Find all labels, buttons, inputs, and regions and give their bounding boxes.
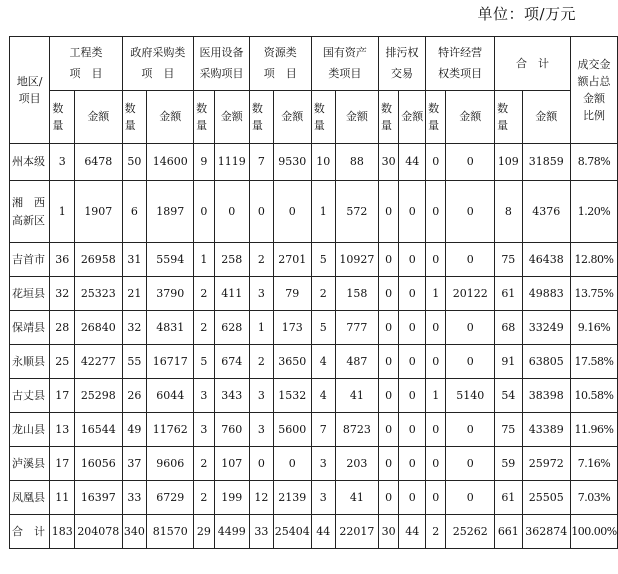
count-cell: 17 — [50, 379, 75, 413]
region-name-line: 龙山县 — [12, 422, 45, 436]
amount-cell: 16717 — [147, 345, 194, 379]
count-subheader-line: 量 — [428, 119, 440, 132]
count-cell: 54 — [495, 379, 522, 413]
group-header-line: 国有资产 — [322, 45, 367, 59]
amount-cell: 0 — [399, 345, 426, 379]
count-cell: 5 — [311, 243, 335, 277]
count-cell: 28 — [50, 311, 75, 345]
amount-cell: 0 — [399, 447, 426, 481]
amount-cell: 1532 — [273, 379, 311, 413]
region-cell — [10, 311, 50, 345]
table-row — [10, 379, 618, 413]
count-cell: 340 — [122, 515, 147, 549]
amount-cell: 25262 — [446, 515, 495, 549]
count-subheader-line: 量 — [124, 119, 136, 132]
group-header-line: 特许经营 — [438, 45, 483, 59]
count-cell: 3 — [194, 379, 214, 413]
count-subheader-line: 数 — [380, 101, 392, 115]
count-cell: 37 — [122, 447, 147, 481]
count-cell: 1 — [426, 277, 446, 311]
ratio-header-line: 成交金 — [577, 57, 611, 71]
amount-cell: 6729 — [147, 481, 194, 515]
amount-cell: 4831 — [147, 311, 194, 345]
group-header-total — [495, 37, 571, 91]
amount-cell: 38398 — [522, 379, 570, 413]
table-row — [10, 243, 618, 277]
count-cell: 3 — [311, 447, 335, 481]
group-header-line: 合 计 — [516, 56, 550, 70]
count-cell: 0 — [378, 277, 398, 311]
count-cell: 2 — [194, 447, 214, 481]
region-cell — [10, 447, 50, 481]
group-header-line: 类项目 — [328, 66, 362, 80]
table-row — [10, 311, 618, 345]
amount-cell: 158 — [335, 277, 378, 311]
count-cell: 0 — [378, 345, 398, 379]
amount-cell: 1897 — [147, 181, 194, 243]
count-cell: 0 — [378, 447, 398, 481]
amount-cell: 0 — [446, 144, 495, 181]
ratio-cell: 13.75% — [570, 277, 617, 311]
count-cell: 0 — [378, 481, 398, 515]
amount-cell: 3790 — [147, 277, 194, 311]
count-cell: 2 — [426, 515, 446, 549]
amount-cell: 199 — [214, 481, 249, 515]
amount-cell: 8723 — [335, 413, 378, 447]
amount-cell: 0 — [446, 345, 495, 379]
amount-cell: 63805 — [522, 345, 570, 379]
region-cell — [10, 413, 50, 447]
amount-subheader: 金额 — [214, 91, 249, 144]
count-cell: 5 — [311, 311, 335, 345]
amount-subheader: 金额 — [273, 91, 311, 144]
table-row — [10, 181, 618, 243]
table-row — [10, 413, 618, 447]
count-cell: 68 — [495, 311, 522, 345]
count-cell: 31 — [122, 243, 147, 277]
count-cell: 36 — [50, 243, 75, 277]
group-header-engineering — [50, 37, 122, 91]
count-cell: 0 — [249, 181, 273, 243]
count-subheader-line: 数 — [251, 101, 263, 115]
count-cell: 0 — [426, 481, 446, 515]
count-cell: 8 — [495, 181, 522, 243]
amount-cell: 88 — [335, 144, 378, 181]
table-row — [10, 144, 618, 181]
count-subheader-line: 量 — [196, 119, 208, 132]
count-cell: 3 — [50, 144, 75, 181]
count-cell: 1 — [50, 181, 75, 243]
count-cell: 0 — [426, 311, 446, 345]
count-cell: 91 — [495, 345, 522, 379]
amount-cell: 43389 — [522, 413, 570, 447]
region-header-line: 地区/ — [16, 74, 43, 88]
ratio-cell: 12.80% — [570, 243, 617, 277]
amount-cell: 203 — [335, 447, 378, 481]
amount-cell: 343 — [214, 379, 249, 413]
count-cell: 3 — [311, 481, 335, 515]
count-cell: 59 — [495, 447, 522, 481]
count-cell: 661 — [495, 515, 522, 549]
count-subheader — [426, 91, 446, 144]
amount-cell: 25298 — [75, 379, 123, 413]
count-cell: 2 — [194, 481, 214, 515]
count-subheader-line: 数 — [428, 101, 440, 115]
amount-cell: 0 — [446, 447, 495, 481]
count-cell: 6 — [122, 181, 147, 243]
amount-cell: 411 — [214, 277, 249, 311]
amount-cell: 0 — [446, 243, 495, 277]
count-cell: 32 — [50, 277, 75, 311]
header-row-2 — [10, 91, 618, 144]
ratio-header — [570, 37, 617, 144]
header-row-1 — [10, 37, 618, 91]
group-header-franchise — [426, 37, 495, 91]
amount-cell: 3650 — [273, 345, 311, 379]
count-subheader-line: 量 — [251, 119, 263, 132]
count-cell: 61 — [495, 277, 522, 311]
amount-cell: 9530 — [273, 144, 311, 181]
count-cell: 2 — [311, 277, 335, 311]
amount-cell: 4376 — [522, 181, 570, 243]
count-cell: 17 — [50, 447, 75, 481]
amount-cell: 16544 — [75, 413, 123, 447]
amount-cell: 0 — [399, 243, 426, 277]
count-cell: 4 — [311, 345, 335, 379]
group-header-line: 工程类 — [69, 45, 103, 59]
count-cell: 61 — [495, 481, 522, 515]
region-cell — [10, 144, 50, 181]
group-header-line: 政府采购类 — [130, 45, 186, 59]
count-cell: 0 — [378, 243, 398, 277]
count-subheader-line: 量 — [52, 119, 64, 132]
region-name-line: 高新区 — [12, 213, 45, 227]
table-row — [10, 345, 618, 379]
amount-cell: 22017 — [335, 515, 378, 549]
region-cell — [10, 277, 50, 311]
count-cell: 33 — [122, 481, 147, 515]
amount-subheader: 金额 — [75, 91, 123, 144]
table-row — [10, 447, 618, 481]
group-header-state-assets — [311, 37, 378, 91]
count-cell: 11 — [50, 481, 75, 515]
amount-cell: 31859 — [522, 144, 570, 181]
count-cell: 44 — [311, 515, 335, 549]
amount-cell: 107 — [214, 447, 249, 481]
region-cell — [10, 243, 50, 277]
count-cell: 29 — [194, 515, 214, 549]
amount-cell: 362874 — [522, 515, 570, 549]
group-header-line: 资源类 — [263, 45, 297, 59]
count-cell: 3 — [249, 277, 273, 311]
amount-cell: 173 — [273, 311, 311, 345]
amount-subheader: 金额 — [446, 91, 495, 144]
group-header-line: 项 目 — [69, 66, 103, 80]
count-cell: 13 — [50, 413, 75, 447]
count-subheader-line: 量 — [313, 119, 325, 132]
amount-cell: 16397 — [75, 481, 123, 515]
amount-cell: 20122 — [446, 277, 495, 311]
group-header-line: 交易 — [391, 66, 414, 80]
region-name-line: 凤凰县 — [12, 490, 45, 504]
region-name-line: 永顺县 — [12, 354, 45, 368]
amount-cell: 0 — [399, 277, 426, 311]
count-cell: 5 — [194, 345, 214, 379]
table-row — [10, 277, 618, 311]
amount-cell: 487 — [335, 345, 378, 379]
amount-cell: 41 — [335, 379, 378, 413]
count-cell: 0 — [194, 181, 214, 243]
amount-cell: 26840 — [75, 311, 123, 345]
count-cell: 26 — [122, 379, 147, 413]
amount-cell: 6044 — [147, 379, 194, 413]
ratio-cell: 11.96% — [570, 413, 617, 447]
count-cell: 2 — [249, 243, 273, 277]
count-subheader — [194, 91, 214, 144]
amount-cell: 0 — [399, 413, 426, 447]
count-cell: 75 — [495, 243, 522, 277]
region-name-line: 泸溪县 — [12, 456, 45, 470]
group-header-line: 医用设备 — [199, 45, 244, 59]
count-cell: 1 — [194, 243, 214, 277]
region-header-line: 项目 — [18, 92, 41, 105]
count-cell: 21 — [122, 277, 147, 311]
amount-cell: 0 — [399, 311, 426, 345]
amount-subheader: 金额 — [335, 91, 378, 144]
amount-cell: 25505 — [522, 481, 570, 515]
count-subheader-line: 量 — [497, 119, 509, 132]
count-cell: 4 — [311, 379, 335, 413]
count-cell: 109 — [495, 144, 522, 181]
amount-cell: 44 — [399, 144, 426, 181]
group-header-emissions — [378, 37, 425, 91]
count-cell: 30 — [378, 144, 398, 181]
amount-cell: 1907 — [75, 181, 123, 243]
count-cell: 0 — [426, 413, 446, 447]
ratio-cell: 8.78% — [570, 144, 617, 181]
amount-cell: 41 — [335, 481, 378, 515]
group-header-line: 项 目 — [141, 66, 175, 80]
amount-cell: 572 — [335, 181, 378, 243]
group-header-procurement — [122, 37, 194, 91]
count-cell: 0 — [426, 447, 446, 481]
count-subheader — [50, 91, 75, 144]
amount-cell: 0 — [446, 311, 495, 345]
count-cell: 1 — [426, 379, 446, 413]
ratio-cell: 100.00% — [570, 515, 617, 549]
amount-subheader: 金额 — [522, 91, 570, 144]
ratio-header-line: 比例 — [582, 109, 605, 123]
count-cell: 0 — [249, 447, 273, 481]
amount-cell: 5600 — [273, 413, 311, 447]
count-subheader-line: 数 — [52, 101, 64, 115]
ratio-header-line: 金额 — [582, 92, 605, 105]
count-cell: 10 — [311, 144, 335, 181]
count-subheader — [249, 91, 273, 144]
count-subheader — [122, 91, 147, 144]
amount-cell: 46438 — [522, 243, 570, 277]
amount-cell: 0 — [273, 447, 311, 481]
amount-cell: 9606 — [147, 447, 194, 481]
amount-cell: 1119 — [214, 144, 249, 181]
amount-cell: 258 — [214, 243, 249, 277]
amount-cell: 10927 — [335, 243, 378, 277]
count-cell: 3 — [249, 413, 273, 447]
amount-cell: 760 — [214, 413, 249, 447]
amount-cell: 0 — [399, 379, 426, 413]
count-subheader-line: 数 — [124, 101, 136, 115]
ratio-cell: 10.58% — [570, 379, 617, 413]
count-cell: 0 — [426, 243, 446, 277]
amount-cell: 777 — [335, 311, 378, 345]
region-cell — [10, 379, 50, 413]
count-cell: 2 — [194, 311, 214, 345]
count-cell: 0 — [378, 379, 398, 413]
amount-cell: 81570 — [147, 515, 194, 549]
ratio-cell: 17.58% — [570, 345, 617, 379]
ratio-cell: 7.16% — [570, 447, 617, 481]
count-cell: 7 — [311, 413, 335, 447]
count-cell: 55 — [122, 345, 147, 379]
count-subheader-line: 数 — [497, 101, 509, 115]
amount-cell: 674 — [214, 345, 249, 379]
count-cell: 12 — [249, 481, 273, 515]
amount-cell: 0 — [273, 181, 311, 243]
count-subheader — [378, 91, 398, 144]
count-cell: 0 — [426, 345, 446, 379]
region-name-line: 吉首市 — [12, 252, 45, 266]
amount-cell: 0 — [399, 481, 426, 515]
amount-cell: 79 — [273, 277, 311, 311]
count-cell: 2 — [249, 345, 273, 379]
amount-cell: 0 — [446, 481, 495, 515]
group-header-medical — [194, 37, 250, 91]
count-cell: 7 — [249, 144, 273, 181]
count-cell: 0 — [378, 311, 398, 345]
region-cell — [10, 515, 50, 549]
count-cell: 9 — [194, 144, 214, 181]
count-cell: 3 — [249, 379, 273, 413]
amount-cell: 14600 — [147, 144, 194, 181]
count-subheader-line: 数 — [196, 101, 208, 115]
count-subheader — [311, 91, 335, 144]
region-header — [10, 37, 50, 144]
group-header-line: 权类项目 — [438, 66, 483, 80]
count-cell: 25 — [50, 345, 75, 379]
unit-label: 单位：项/万元 — [477, 5, 576, 23]
ratio-cell: 7.03% — [570, 481, 617, 515]
group-header-resources — [249, 37, 311, 91]
amount-cell: 5140 — [446, 379, 495, 413]
table-row — [10, 481, 618, 515]
region-name-line: 保靖县 — [12, 320, 45, 334]
region-name-line: 州本级 — [12, 155, 45, 169]
amount-cell: 0 — [214, 181, 249, 243]
region-name-line: 花垣县 — [12, 286, 45, 300]
amount-cell: 4499 — [214, 515, 249, 549]
region-name-line: 古丈县 — [12, 388, 45, 402]
amount-cell: 33249 — [522, 311, 570, 345]
region-cell — [10, 481, 50, 515]
ratio-cell: 1.20% — [570, 181, 617, 243]
amount-cell: 11762 — [147, 413, 194, 447]
count-cell: 30 — [378, 515, 398, 549]
amount-cell: 26958 — [75, 243, 123, 277]
amount-cell: 628 — [214, 311, 249, 345]
amount-cell: 5594 — [147, 243, 194, 277]
amount-cell: 204078 — [75, 515, 123, 549]
amount-subheader: 金额 — [147, 91, 194, 144]
group-header-line: 项 目 — [263, 66, 297, 80]
amount-cell: 6478 — [75, 144, 123, 181]
amount-cell: 25404 — [273, 515, 311, 549]
amount-cell: 0 — [399, 181, 426, 243]
amount-cell: 25972 — [522, 447, 570, 481]
amount-cell: 0 — [446, 413, 495, 447]
amount-cell: 25323 — [75, 277, 123, 311]
count-subheader — [495, 91, 522, 144]
amount-cell: 0 — [446, 181, 495, 243]
group-header-line: 排污权 — [385, 45, 419, 59]
count-cell: 49 — [122, 413, 147, 447]
amount-cell: 2139 — [273, 481, 311, 515]
amount-cell: 42277 — [75, 345, 123, 379]
count-cell: 33 — [249, 515, 273, 549]
amount-cell: 44 — [399, 515, 426, 549]
count-subheader-line: 数 — [313, 101, 325, 115]
count-cell: 75 — [495, 413, 522, 447]
ratio-header-line: 额占总 — [577, 74, 611, 88]
count-cell: 50 — [122, 144, 147, 181]
table-row — [10, 515, 618, 549]
region-cell — [10, 345, 50, 379]
statistics-table — [9, 36, 618, 549]
count-cell: 0 — [378, 181, 398, 243]
region-name-line: 湘 西 — [12, 196, 45, 210]
count-cell: 0 — [426, 181, 446, 243]
group-header-line: 采购项目 — [199, 66, 244, 80]
amount-subheader: 金额 — [399, 91, 426, 144]
count-cell: 1 — [249, 311, 273, 345]
count-cell: 3 — [194, 413, 214, 447]
count-cell: 1 — [311, 181, 335, 243]
count-cell: 0 — [426, 144, 446, 181]
amount-cell: 49883 — [522, 277, 570, 311]
count-cell: 0 — [378, 413, 398, 447]
region-name-line: 合 计 — [12, 524, 45, 538]
amount-cell: 16056 — [75, 447, 123, 481]
count-cell: 32 — [122, 311, 147, 345]
ratio-cell: 9.16% — [570, 311, 617, 345]
region-cell — [10, 181, 50, 243]
count-cell: 2 — [194, 277, 214, 311]
count-subheader-line: 量 — [380, 119, 392, 132]
count-cell: 183 — [50, 515, 75, 549]
amount-cell: 2701 — [273, 243, 311, 277]
